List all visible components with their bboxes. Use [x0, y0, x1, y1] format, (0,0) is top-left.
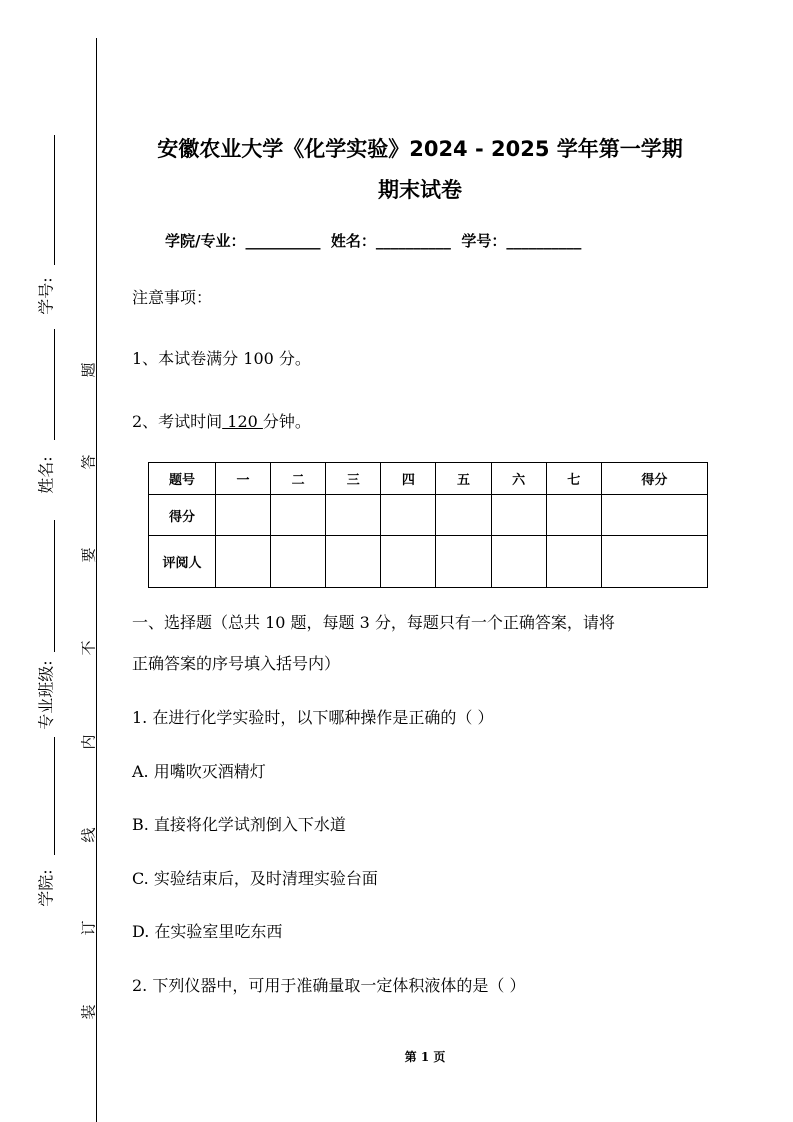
blank-line [54, 737, 55, 855]
table-cell [491, 495, 546, 536]
blank-line [54, 329, 55, 440]
section-heading: 正确答案的序号填入括号内） [132, 654, 341, 673]
binding-char: 答 [79, 454, 98, 470]
binding-char: 要 [79, 547, 98, 563]
table-cell [326, 536, 381, 588]
table-cell [546, 495, 601, 536]
exam-subtitle: 期末试卷 [378, 178, 462, 202]
blank-line [54, 135, 55, 265]
margin-label-college: 学院: [36, 869, 56, 907]
score-table [148, 462, 708, 588]
table-cell [436, 536, 491, 588]
table-cell [601, 536, 707, 588]
question-option: A. 用嘴吹灭酒精灯 [132, 762, 266, 781]
table-cell [216, 536, 271, 588]
question-stem: 1. 在进行化学实验时，以下哪种操作是正确的（ ） [132, 708, 494, 727]
binding-char: 题 [79, 362, 98, 378]
margin-label-class: 专业班级: [36, 660, 56, 730]
row-label: 得分 [149, 495, 216, 536]
table-cell [491, 536, 546, 588]
binding-char: 订 [79, 920, 98, 936]
table-cell [546, 536, 601, 588]
question-option: B. 直接将化学试剂倒入下水道 [132, 815, 346, 834]
binding-char: 线 [79, 827, 98, 843]
question-stem: 2. 下列仪器中，可用于准确量取一定体积液体的是（ ） [132, 976, 526, 995]
table-cell [216, 495, 271, 536]
student-info-line: 学院/专业：__________ 姓名：__________ 学号：__________ [165, 232, 582, 250]
table-cell [326, 495, 381, 536]
table-cell [436, 495, 491, 536]
table-header: 六 [491, 463, 546, 495]
note-text: 2、考试时间 [132, 412, 223, 431]
binding-line [96, 38, 97, 1122]
table-cell [381, 495, 436, 536]
table-header: 二 [271, 463, 326, 495]
table-header: 七 [546, 463, 601, 495]
note-item: 1、本试卷满分 100 分。 [132, 349, 311, 368]
margin-label-student-id: 学号: [36, 277, 56, 315]
table-header: 三 [326, 463, 381, 495]
table-cell [381, 536, 436, 588]
table-cell [271, 495, 326, 536]
table-header: 题号 [149, 463, 216, 495]
binding-char: 内 [79, 734, 98, 750]
section-heading: 一、选择题（总共 10 题，每题 3 分，每题只有一个正确答案，请将 [132, 613, 615, 632]
notes-heading: 注意事项： [132, 288, 213, 307]
blank-line [54, 520, 55, 652]
table-header: 四 [381, 463, 436, 495]
table-header: 得分 [601, 463, 707, 495]
note-item [132, 409, 311, 432]
question-option: C. 实验结束后，及时清理实验台面 [132, 869, 378, 888]
row-label: 评阅人 [149, 536, 216, 588]
table-header: 五 [436, 463, 491, 495]
table-row [149, 463, 708, 495]
table-header: 一 [216, 463, 271, 495]
question-option: D. 在实验室里吃东西 [132, 922, 283, 941]
table-row [149, 495, 708, 536]
binding-char: 不 [79, 640, 98, 656]
exam-title: 安徽农业大学《化学实验》2024 - 2025 学年第一学期 [157, 137, 683, 161]
margin-label-name: 姓名: [36, 456, 56, 494]
table-cell [601, 495, 707, 536]
page-number: 第 1 页 [404, 1050, 446, 1064]
binding-char: 装 [79, 1004, 98, 1020]
note-text: 分钟。 [262, 412, 311, 431]
table-cell [271, 536, 326, 588]
exam-duration: 120 [222, 412, 263, 431]
table-row [149, 536, 708, 588]
